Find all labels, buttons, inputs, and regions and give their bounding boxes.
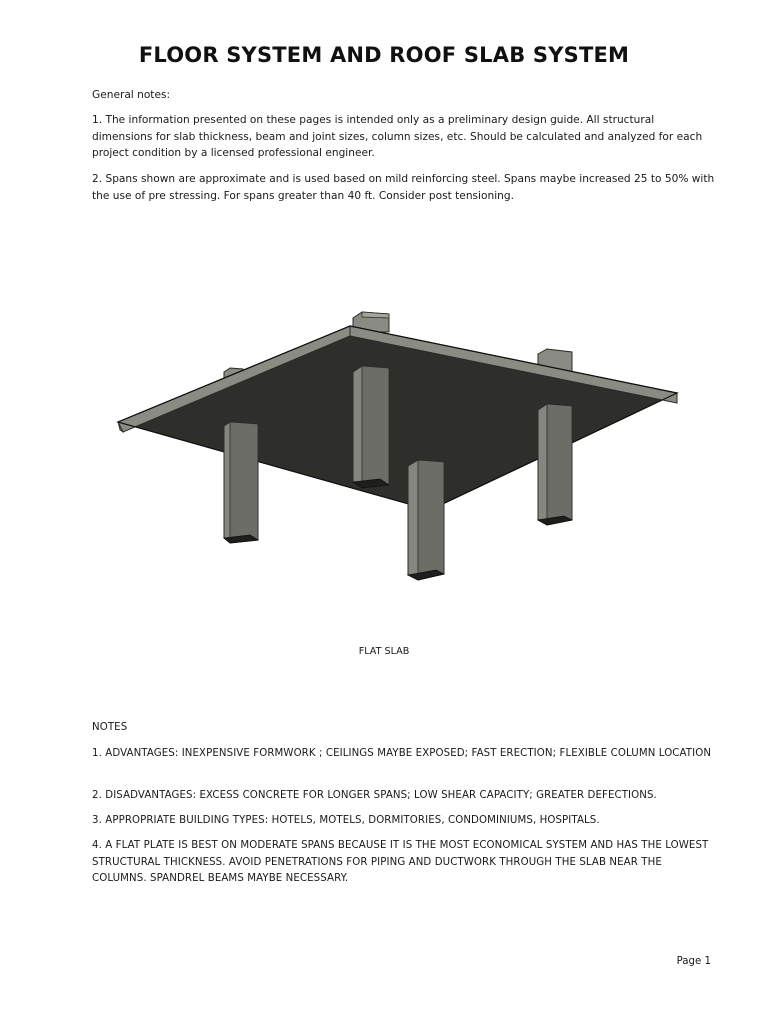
note-4: 4. A FLAT PLATE IS BEST ON MODERATE SPANS BECAUSE IT IS THE MOST ECONOMICAL SYSTEM AND HAS THE LOWEST STRUCTURAL THICKNESS. AVOID PENETRATIONS FOR PIPING AND DUCTWORK THROUGH THE SLAB NEAR THE COLUMNS. SPANDREL BEAMS MAYBE NECESSARY.: [92, 840, 709, 884]
column-back-center: [353, 366, 389, 488]
column-left: [224, 422, 258, 543]
note-3: 3. APPROPRIATE BUILDING TYPES: HOTELS, MOTELS, DORMITORIES, CONDOMINIUMS, HOSPITALS.: [92, 815, 600, 826]
note-2: 2. DISADVANTAGES: EXCESS CONCRETE FOR LONGER SPANS; LOW SHEAR CAPACITY; GREATER DEFECTIONS.: [92, 790, 657, 801]
page-number: Page 1: [676, 956, 711, 967]
general-note-1: 1. The information presented on these pages is intended only as a preliminary design guide. All structural dimensions for slab thickness, beam and joint sizes, column sizes, etc. Should be calculated and analyzed for each project condition by a licensed professional engineer.: [92, 114, 703, 159]
page-title: FLOOR SYSTEM AND ROOF SLAB SYSTEM: [138, 43, 630, 67]
column-front-center: [408, 460, 444, 580]
flat-slab-drawing: [100, 290, 690, 610]
flat-slab-illustration: [100, 290, 690, 610]
general-notes-heading: General notes:: [92, 89, 171, 101]
note-1: 1. ADVANTAGES: INEXPENSIVE FORMWORK ; CEILINGS MAYBE EXPOSED; FAST ERECTION; FLEXIBLE COLUMN LOCATION: [92, 748, 712, 759]
column-right: [538, 404, 572, 525]
general-note-2: 2. Spans shown are approximate and is used based on mild reinforcing steel. Spans maybe increased 25 to 50% with the use of pre stressing. For spans greater than 40 ft. Consider post tensioning.: [92, 173, 715, 202]
figure-caption: FLAT SLAB: [358, 646, 410, 657]
notes-heading: NOTES: [92, 722, 128, 733]
slab: [118, 326, 677, 510]
